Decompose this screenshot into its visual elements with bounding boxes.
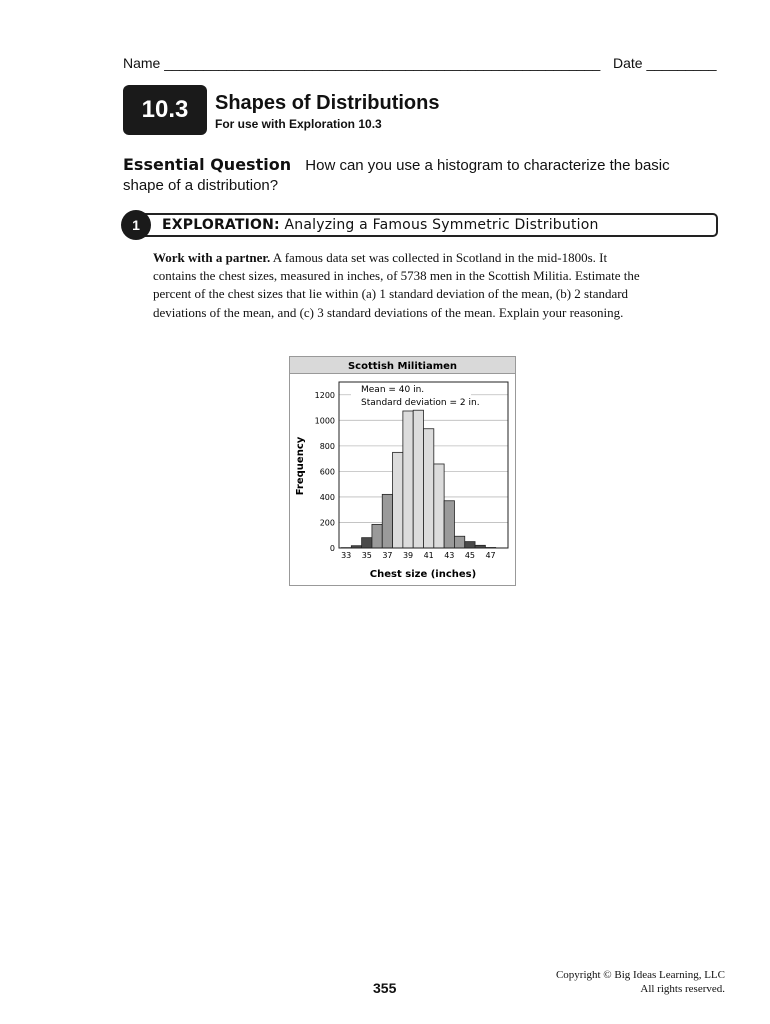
copyright-line-1: Copyright © Big Ideas Learning, LLC [555,969,725,981]
annotation-mean: Mean = 40 in. [361,385,425,395]
header-line [123,55,718,71]
y-axis-label: Frequency [295,436,306,496]
histogram-bar [413,410,423,548]
exploration-title: Analyzing a Famous Symmetric Distribution [284,217,599,233]
chart-title: Scottish Militiamen [347,361,458,372]
essential-question-label: Essential Question [123,155,292,174]
copyright-line-2: All rights reserved. [640,983,725,995]
copyright [520,968,725,996]
name-field-label[interactable]: Name ________________________________________________________ [123,55,601,71]
x-axis-label: Chest size (inches) [369,569,477,580]
x-tick-label: 47 [485,551,496,560]
histogram-bar [403,411,413,548]
section-title: Shapes of Distributions [215,92,440,114]
section-subtitle: For use with Exploration 10.3 [215,117,382,131]
y-tick-label: 1200 [314,390,335,400]
exploration-label: EXPLORATION: [162,217,280,233]
exploration-heading [162,217,599,233]
histogram-bar [393,452,403,548]
histogram-chart [289,356,516,586]
section-number-badge: 10.3 [123,85,207,135]
histogram-bar [362,538,372,548]
x-tick-label: 37 [382,551,393,560]
histogram-bar [382,494,392,548]
histogram-bar [454,536,464,548]
page-number: 355 [373,980,397,996]
date-field-label[interactable]: Date _________ [613,55,717,71]
exploration-lead: Work with a partner. [153,250,271,265]
histogram-bar [444,501,454,548]
essential-question [123,155,683,196]
y-tick-label: 400 [319,492,335,502]
y-tick-label: 0 [329,544,335,553]
exploration-body-text: A famous data set was collected in Scotland in the mid-1800s. It contains the chest sizes, measured in inches, of 5738 men in the Scottish Militia. Estimate the percent of the chest sizes that lie within (a) 1 standard deviation of the mean, (b) 2 standard deviations of the mean, and (c) 3 standard deviations of the mean. Explain your reasoning. [153,250,640,320]
y-tick-label: 800 [319,441,335,451]
histogram-bar [424,429,434,548]
x-tick-label: 39 [402,551,414,560]
x-tick-label: 33 [341,551,352,560]
exploration-number: 1 [121,210,151,240]
y-tick-label: 200 [319,518,335,528]
x-tick-label: 43 [444,551,455,560]
x-tick-label: 45 [464,551,475,560]
y-tick-label: 600 [319,467,335,477]
histogram-figure [289,356,516,586]
x-tick-label: 35 [361,551,372,560]
y-tick-label: 1000 [314,416,335,426]
histogram-bar [434,464,444,548]
annotation-std: Standard deviation = 2 in. [361,398,480,408]
histogram-bar [372,524,382,548]
histogram-bar [465,542,475,548]
x-tick-label: 41 [423,551,434,560]
essential-question-text: How can you use a histogram to characterize the basic shape of a distribution? [123,157,670,194]
exploration-body [153,249,653,322]
